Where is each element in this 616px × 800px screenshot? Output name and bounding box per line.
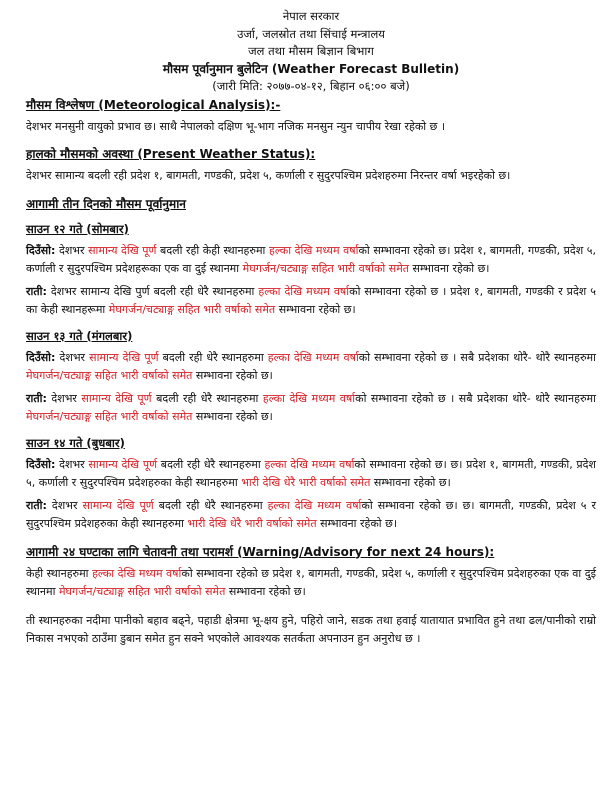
- highlighted-text: हल्का देखि मध्यम वर्षा: [267, 498, 362, 512]
- advisory-text: ती स्थानहरुका नदीमा पानीको बहाव बढ्ने, पहाडी क्षेत्रमा भू-क्षय हुने, पहिरो जाने, सडक तथा हवाई यातायात प्रभावित हुने तथा ढल/पानीको राम्रो निकास नभएको ठाउँमा डुबान समेत हुन सक्ने भएकोले आवश्यक सतर्कता अपनाउन हुन अनुरोध छ ।: [26, 613, 596, 645]
- body-text: को सम्भावना रहेको छ। प्रदेश १, बागमती, गण्डकी, प्रदेश ५, कर्णाली र सुदुरपश्चिम प्रदेशहरूका एक वा दुई स्थानमा: [26, 243, 597, 275]
- header-ministry: उर्जा, जलस्रोत तथा सिंचाई मन्त्रालय: [237, 26, 385, 41]
- body-text: बदली रही धेरै स्थानहरुमा: [153, 498, 268, 512]
- body-text: बदली रही धेरै स्थानहरुमा: [158, 350, 268, 364]
- day-3-daytime: [26, 456, 596, 493]
- night-label: राती:: [26, 498, 47, 512]
- day-3-title: साउन १४ गते (बुधबार): [26, 435, 125, 450]
- highlighted-text: हल्का देखि मध्यम वर्षा: [264, 457, 355, 471]
- warning-text: [26, 565, 596, 602]
- issue-date: (जारी मिति: २०७७-०४-१२, बिहान ०६:०० बजे): [212, 79, 410, 93]
- highlighted-text: हल्का देखि मध्यम वर्षा: [267, 350, 359, 364]
- highlighted-text: मेघगर्जन/चट्याङ्ग सहित भारी वर्षाको समेत: [58, 585, 226, 598]
- body-text: बदली रही केही स्थानहरुमा: [156, 243, 269, 257]
- body-text: को सम्भावना रहेको छ। छ। बागमती, गण्डकी, प्रदेश ५ र सुदुरपश्चिम प्रदेशहरुका केही स्थानहरुमा: [26, 498, 597, 530]
- highlighted-text: भारी देखि धेरै भारी वर्षाको समेत: [241, 476, 371, 489]
- highlighted-text: मेघगर्जन/चट्याङ्ग सहित भारी वर्षाको समेत: [26, 369, 193, 382]
- forecast-heading: आगामी तीन दिनको मौसम पूर्वानुमान: [26, 196, 186, 211]
- day-1-title: साउन १२ गते (सोमबार): [26, 221, 129, 236]
- body-text: सम्भावना रहेको छ।: [316, 517, 398, 530]
- body-text: को सम्भावना रहेको छ। छ। प्रदेश १, बागमती, गण्डकी, प्रदेश ५, कर्णाली र सुदुरपश्चिम प्रदेशहरुका केही स्थानहरुमा: [26, 457, 596, 489]
- body-text: देशभर: [55, 243, 89, 257]
- body-text: सम्भावना रहेको छ।: [192, 369, 273, 382]
- highlighted-text: सामान्य देखि पूर्ण: [88, 457, 158, 471]
- body-text: देशभर: [55, 457, 89, 471]
- highlighted-text: हल्का देखि मध्यम वर्षा: [92, 566, 182, 580]
- day-2-title: साउन १३ गते (मंगलबार): [26, 328, 133, 343]
- body-text: को सम्भावना रहेको छ । सबै प्रदेशका थोरै- थोरै स्थानहरुमा: [355, 391, 596, 405]
- body-text: को सम्भावना रहेको छ प्रदेश १, बागमती, गण्डकी, प्रदेश ५, कर्णाली र सुदुरपश्चिम प्रदेशहरुका एक वा दुई स्थानमा: [26, 566, 597, 598]
- body-text: देशभर: [55, 350, 90, 364]
- header-department: जल तथा मौसम बिज्ञान बिभाग: [248, 44, 374, 58]
- body-text: देशभर: [46, 391, 82, 405]
- body-text: बदली रही धेरै स्थानहरुमा: [151, 391, 263, 405]
- body-text: सम्भावना रहेको छ।: [409, 262, 490, 275]
- highlighted-text: हल्का देखि मध्यम वर्षा: [258, 284, 350, 298]
- highlighted-text: मेघगर्जन/चट्याङ्ग सहित भारी वर्षाको समेत: [26, 410, 193, 423]
- body-text: सम्भावना रहेको छ।: [275, 303, 356, 316]
- bulletin-title: मौसम पूर्वानुमान बुलेटिन (Weather Forecast Bulletin): [162, 61, 460, 76]
- body-text: देशभर: [46, 498, 83, 512]
- body-text: सम्भावना रहेको छ।: [370, 476, 451, 489]
- body-text: बदली रही धेरै स्थानहरुमा: [157, 457, 265, 471]
- body-text: सम्भावना रहेको छ।: [192, 410, 273, 423]
- day-2-daytime: [26, 349, 596, 386]
- analysis-text: देशभर मनसुनी वायुको प्रभाव छ। साथै नेपालको दक्षिण भू-भाग नजिक मनसुन न्युन चापीय रेखा रहेको छ ।: [26, 119, 446, 133]
- highlighted-text: मेघगर्जन/चट्याङ्ग सहित भारी वर्षाको समेत: [108, 303, 276, 316]
- highlighted-text: सामान्य देखि पूर्ण: [88, 243, 157, 257]
- body-text: सम्भावना रहेको छ।: [225, 585, 306, 598]
- daytime-label: दिउँसो:: [26, 457, 56, 471]
- highlighted-text: हल्का देखि मध्यम वर्षा: [262, 391, 356, 405]
- body-text: को सम्भावना रहेको छ । सबै प्रदेशका थोरै- थोरै स्थानहरुमा: [358, 350, 596, 364]
- daytime-label: दिउँसो:: [26, 350, 56, 364]
- day-2-night: [26, 390, 596, 427]
- present-weather-text: देशभर सामान्य बदली रही प्रदेश १, बागमती, गण्डकी, प्रदेश ५, कर्णाली र सुदुरपश्चिम प्रदेशहरुमा निरन्तर वर्षा भइरहेको छ।: [26, 169, 511, 182]
- highlighted-text: मेघगर्जन/चट्याङ्ग सहित भारी वर्षाको समेत: [242, 262, 410, 275]
- day-1-night: [26, 283, 596, 320]
- highlighted-text: भारी देखि धेरै भारी वर्षाको समेत: [187, 517, 317, 530]
- night-label: राती:: [26, 284, 47, 298]
- header-government: नेपाल सरकार: [282, 9, 340, 23]
- analysis-heading: मौसम विश्लेषण (Meteorological Analysis):-: [26, 97, 281, 112]
- daytime-label: दिउँसो:: [26, 243, 56, 257]
- highlighted-text: हल्का देखि मध्यम वर्षा: [268, 243, 359, 257]
- body-text: केही स्थानहरुमा: [26, 566, 93, 580]
- highlighted-text: सामान्य देखि पूर्ण: [82, 498, 154, 512]
- highlighted-text: सामान्य देखि पूर्ण: [89, 350, 159, 364]
- bulletin-header: [26, 8, 596, 96]
- present-weather-heading: हालको मौसमको अवस्था (Present Weather Status):: [26, 147, 316, 161]
- warning-heading: आगामी २४ घण्टाका लागि चेतावनी तथा परामर्श (Warning/Advisory for next 24 hours):: [26, 544, 495, 559]
- day-1-daytime: [26, 242, 596, 279]
- night-label: राती:: [26, 391, 47, 405]
- body-text: देशभर सामान्य देखि पुर्ण बदली रही धेरै स्थानहरुमा: [46, 284, 259, 298]
- highlighted-text: सामान्य देखि पूर्ण: [81, 391, 152, 405]
- day-3-night: [26, 497, 596, 534]
- body-text: को सम्भावना रहेको छ । प्रदेश १, बागमती, गण्डकी र प्रदेश ५ का केही स्थानहरूमा: [26, 284, 596, 316]
